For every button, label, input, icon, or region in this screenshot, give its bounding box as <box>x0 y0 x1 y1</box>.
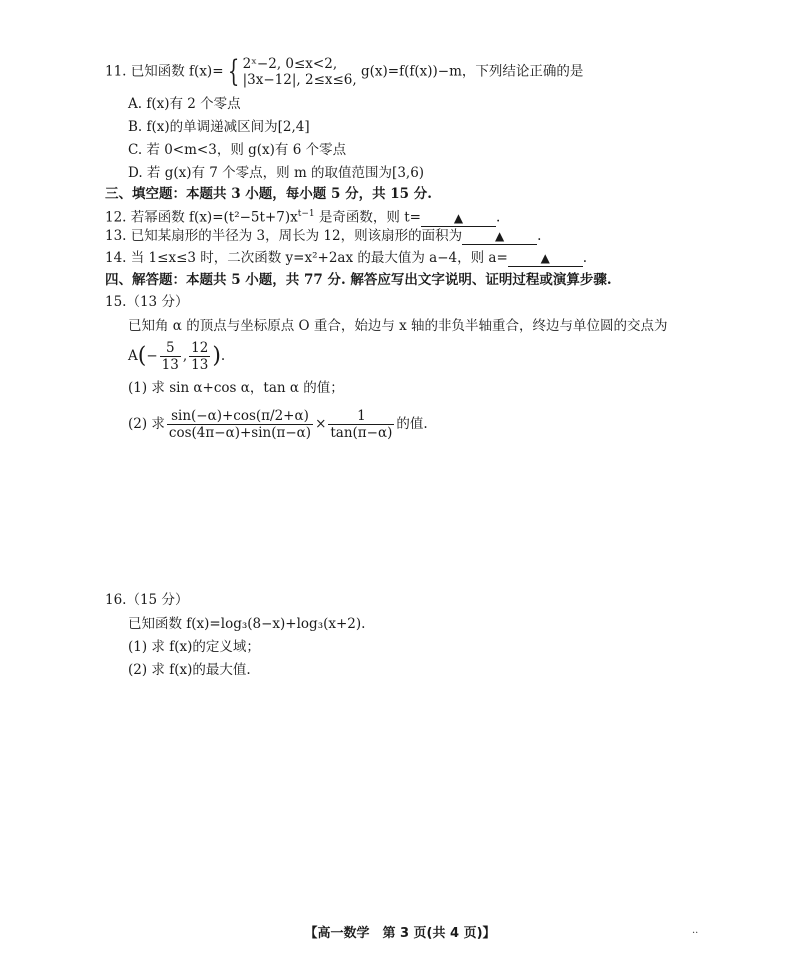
page-footer: 【高一数学 第 3 页(共 4 页)】 <box>304 926 496 941</box>
q16-header: 16.（15 分） <box>105 592 189 608</box>
q11-option-d: D. 若 g(x)有 7 个零点，则 m 的取值范围为[3,6) <box>128 165 425 181</box>
q11-stem <box>105 56 583 88</box>
q11-piece-2: |3x−12|, 2≤x≤6, <box>242 72 357 88</box>
q16-part-2: (2) 求 f(x)的最大值. <box>128 662 251 678</box>
q14-end: . <box>582 250 588 266</box>
period: . <box>220 348 226 364</box>
q15-frac1-den: cos(4π−α)+sin(π−α) <box>168 425 312 441</box>
left-paren-icon: ( <box>137 343 147 369</box>
q11-piecewise <box>224 56 357 88</box>
q12-answer-blank[interactable]: ▲ <box>421 210 496 227</box>
q15-y-num: 12 <box>191 340 209 356</box>
q15-point-label: A <box>128 348 138 364</box>
q15-part2-suffix: 的值. <box>396 416 428 432</box>
q12-line <box>105 204 500 228</box>
q15-frac-2 <box>328 408 394 441</box>
q13-text: 13. 已知某扇形的半径为 3，周长为 12，则该扇形的面积为 <box>105 228 463 244</box>
q15-point <box>128 340 225 373</box>
q13-answer-blank[interactable]: ▲ <box>462 228 537 245</box>
q15-y-den: 13 <box>191 357 209 373</box>
q15-stem: 已知角 α 的顶点与坐标原点 O 重合，始边与 x 轴的非负半轴重合，终边与单位圆的交点为 <box>128 318 668 334</box>
q12-exponent: t−1 <box>297 209 315 219</box>
q12-text-a: 12. 若幂函数 f(x)=(t²−5t+7)x <box>105 209 298 226</box>
q16-stem: 已知函数 f(x)=log₃(8−x)+log₃(x+2). <box>128 616 366 632</box>
q14-answer-blank[interactable]: ▲ <box>508 250 583 267</box>
q15-x-sign: − <box>146 348 158 364</box>
q15-y-fraction <box>189 340 210 373</box>
q11-prefix: 11. 已知函数 f(x)= <box>105 63 224 80</box>
comma: , <box>182 348 188 364</box>
right-paren-icon: ) <box>212 343 221 369</box>
q15-frac-1 <box>167 408 313 441</box>
brace-icon: { <box>227 54 239 89</box>
q14-text: 14. 当 1≤x≤3 时，二次函数 y=x²+2ax 的最大值为 a−4，则 a= <box>105 250 508 266</box>
q16-part-1: (1) 求 f(x)的定义域； <box>128 639 260 655</box>
q12-end: . <box>495 209 501 226</box>
q11-suffix: g(x)=f(f(x))−m，下列结论正确的是 <box>356 63 584 80</box>
q13-end: . <box>537 228 542 244</box>
q15-frac1-num: sin(−α)+cos(π/2+α) <box>167 408 313 425</box>
q11-option-a: A. f(x)有 2 个零点 <box>128 96 241 112</box>
section-3-title: 三、填空题：本题共 3 小题，每小题 5 分，共 15 分. <box>105 186 432 202</box>
q15-part-2 <box>128 408 428 441</box>
q15-frac2-num: 1 <box>328 408 394 425</box>
q15-part2-prefix: (2) 求 <box>128 416 165 432</box>
q15-x-fraction <box>160 340 181 373</box>
section-4-title: 四、解答题：本题共 5 小题，共 77 分. 解答应写出文字说明、证明过程或演算步骤. <box>105 272 612 288</box>
q15-part-1: (1) 求 sin α+cos α，tan α 的值； <box>128 380 344 396</box>
q15-frac2-den: tan(π−α) <box>330 425 393 441</box>
q15-header: 15.（13 分） <box>105 294 189 310</box>
q12-text-b: 是奇函数，则 t= <box>314 209 421 226</box>
q11-option-c: C. 若 0<m<3，则 g(x)有 6 个零点 <box>128 142 347 158</box>
q15-x-num: 5 <box>160 340 181 357</box>
q13-line <box>105 226 541 246</box>
q11-piece-1: 2ˣ−2, 0≤x<2, <box>242 56 338 72</box>
q15-x-den: 13 <box>161 357 179 373</box>
q14-line <box>105 248 587 268</box>
times-icon: × <box>315 416 327 432</box>
q11-option-b: B. f(x)的单调递减区间为[2,4] <box>128 119 310 135</box>
corner-mark: ·· <box>692 928 699 939</box>
